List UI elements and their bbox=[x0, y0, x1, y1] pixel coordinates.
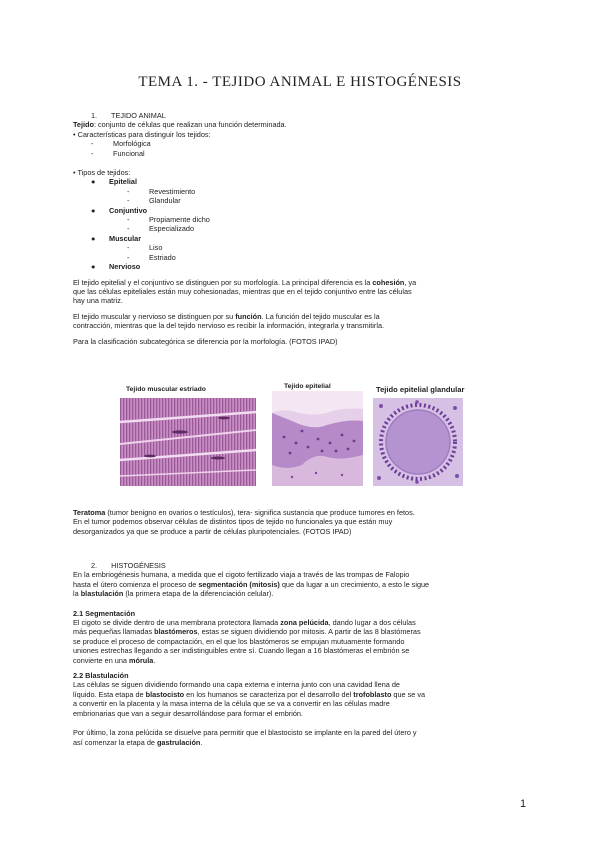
paragraph-line: se produce el proceso de compactación, en el que los blastómeros se empujan mutuamente formando bbox=[73, 636, 405, 646]
text: El tejido muscular y nervioso se distinguen por su bbox=[73, 311, 234, 321]
image-caption-glandular: Tejido epitelial glandular bbox=[376, 385, 465, 394]
section-1 bbox=[73, 111, 533, 346]
glandular-tissue-image bbox=[373, 398, 463, 486]
text: la bbox=[73, 589, 79, 599]
paragraph-line: desorganizados ya que se produce a partir de células pluripotenciales. (FOTOS IPAD) bbox=[73, 526, 352, 536]
text: (la primera etapa de la diferenciación celular). bbox=[123, 589, 274, 599]
text: así comenzar la etapa de bbox=[73, 737, 155, 747]
paragraph-line bbox=[73, 738, 533, 747]
text-bold: Teratoma bbox=[73, 508, 106, 517]
type-item: ● Epitelial bbox=[91, 177, 137, 187]
section-heading-text: TEJIDO ANIMAL bbox=[111, 111, 166, 120]
section-2-heading bbox=[73, 561, 533, 570]
image-caption-muscle: Tejido muscular estriado bbox=[126, 386, 206, 393]
def-term: Tejido bbox=[73, 120, 94, 130]
sub-label: Estriado bbox=[149, 252, 176, 262]
type-item: ● Muscular bbox=[91, 233, 142, 243]
paragraph: Para la clasificación subcategórica se diferencia por la morfología. (FOTOS IPAD) bbox=[73, 336, 338, 346]
paragraph-line: En la embriogénesis humana, a medida que el cigoto fertilizado viaja a través de las trompas de Falopio bbox=[73, 570, 410, 580]
types-intro: • Tipos de tejidos: bbox=[73, 168, 131, 178]
def-text: : conjunto de células que realizan una función determinada. bbox=[93, 120, 287, 130]
text: , dando lugar a dos células bbox=[328, 618, 416, 628]
text-bold: blastulación bbox=[80, 589, 124, 599]
text: más pequeñas llamadas bbox=[73, 627, 153, 637]
sub-label: Especializado bbox=[149, 224, 195, 234]
section-2 bbox=[73, 561, 533, 747]
text: en los humanos se caracteriza por el desarrollo del bbox=[184, 689, 352, 699]
text-bold: función bbox=[235, 311, 262, 321]
text-bold: cohesión bbox=[372, 277, 405, 287]
type-label: Muscular bbox=[109, 233, 142, 243]
sub-label: Revestimiento bbox=[149, 186, 196, 196]
paragraph-line: En el tumor podemos observar células de distintos tipos de tejido no funcionales ya que están muy bbox=[73, 517, 393, 527]
type-sub-item: - Especializado bbox=[127, 224, 195, 234]
type-sub-item: - Propiamente dicho bbox=[127, 215, 210, 225]
type-sub-item: - Liso bbox=[127, 243, 163, 253]
paragraph-line bbox=[73, 580, 533, 589]
text-bold: gastrulación bbox=[156, 737, 201, 747]
type-item: ● Nervioso bbox=[91, 262, 141, 272]
text-bold: zona pelúcida bbox=[280, 618, 329, 628]
paragraph-line bbox=[73, 627, 533, 636]
paragraph-line bbox=[73, 618, 533, 627]
paragraph-line: Por último, la zona pelúcida se disuelve para permitir que el blastocisto se implante en la pared del útero y bbox=[73, 728, 417, 738]
type-label: Epitelial bbox=[109, 177, 137, 187]
char-label: Funcional bbox=[113, 148, 145, 158]
text: El tejido epitelial y el conjuntivo se distinguen por su morfología. La principal diferencia es la bbox=[73, 277, 371, 287]
section-number: 1. bbox=[91, 111, 98, 120]
subsection-heading: 2.1 Segmentación bbox=[73, 608, 136, 618]
paragraph-line: hay una matriz. bbox=[73, 296, 123, 306]
epithelial-tissue-image bbox=[272, 391, 363, 486]
section-1-heading bbox=[73, 111, 533, 120]
paragraph bbox=[73, 312, 533, 321]
paragraph-line: Las células se siguen dividiendo formando una capa externa e interna junto con una cavidad llena de bbox=[73, 680, 400, 690]
section-heading-text: HISTOGÉNESIS bbox=[111, 561, 166, 570]
muscle-tissue-image bbox=[120, 398, 256, 486]
text-bold: blastómeros bbox=[154, 627, 198, 637]
sub-label: Glandular bbox=[149, 196, 181, 206]
text: . bbox=[200, 737, 203, 747]
paragraph-line bbox=[73, 589, 533, 598]
char-item: - Morfológica bbox=[91, 139, 151, 149]
text: convierte en una bbox=[73, 655, 127, 665]
type-sub-item: - Revestimiento bbox=[127, 186, 196, 196]
text: , estas se siguen dividiendo por mitosis. A partir de las 8 blastómeras bbox=[197, 627, 421, 637]
type-sub-item: - Glandular bbox=[127, 196, 181, 206]
image-caption-epithelial: Tejido epitelial bbox=[284, 383, 331, 390]
text-bold: trofoblasto bbox=[353, 689, 392, 699]
char-item: - Funcional bbox=[91, 148, 145, 158]
text-bold: segmentación (mitosis) bbox=[198, 579, 280, 589]
subsection-heading: 2.2 Blastulación bbox=[73, 671, 129, 681]
page-title: TEMA 1. - TEJIDO ANIMAL E HISTOGÉNESIS bbox=[138, 74, 462, 90]
type-item: ● Conjuntivo bbox=[91, 205, 148, 215]
text: hasta el útero comienza el proceso de bbox=[73, 579, 197, 589]
type-label: Conjuntivo bbox=[109, 205, 148, 215]
text-bold: blastocisto bbox=[145, 689, 185, 699]
paragraph bbox=[73, 278, 533, 287]
type-sub-item: - Estriado bbox=[127, 252, 176, 262]
text: líquido. Esta etapa de bbox=[73, 689, 144, 699]
paragraph-line bbox=[73, 690, 533, 699]
page-number: 1 bbox=[520, 798, 527, 810]
text: El cigoto se divide dentro de una membrana protectora llamada bbox=[73, 618, 279, 628]
type-label: Nervioso bbox=[109, 262, 141, 272]
text: . bbox=[153, 655, 156, 665]
paragraph-line: uniones estrechas llegando a ser indistinguibles entre sí. Cuando llegan a 16 blastómeras el embrión se bbox=[73, 646, 410, 656]
sub-label: Propiamente dicho bbox=[149, 215, 210, 225]
paragraph-line: que las células epiteliales están muy cohesionadas, mientras que en el tejido conjuntivo entre las células bbox=[73, 286, 412, 296]
paragraph-line: contracción, mientras que la del tejido nervioso es recibir la información, integrarla y transmitirla. bbox=[73, 321, 385, 331]
text: . La función del tejido muscular es la bbox=[261, 311, 380, 321]
section-number: 2. bbox=[91, 561, 98, 570]
text: que da lugar a un crecimiento, a esto le sigue bbox=[279, 579, 430, 589]
teratoma-paragraph bbox=[73, 508, 533, 536]
text: (tumor benigno en ovarios o testículos), tera- significa sustancia que produce tumores en fetos. bbox=[105, 508, 415, 517]
text-bold: mórula bbox=[129, 655, 154, 665]
char-label: Morfológica bbox=[113, 139, 151, 149]
sub-label: Liso bbox=[149, 243, 163, 253]
chars-intro: • Características para distinguir los tejidos: bbox=[73, 129, 211, 139]
paragraph-line: embrionarias que van a seguir desarrollándose para formar el embrión. bbox=[73, 708, 303, 718]
paragraph-line bbox=[73, 656, 533, 665]
text: , ya bbox=[404, 277, 417, 287]
text: que se va bbox=[391, 689, 426, 699]
definition bbox=[73, 120, 533, 129]
paragraph-line: a convertir en la placenta y la masa interna de la célula que se va a convertir en las células madre bbox=[73, 699, 390, 709]
